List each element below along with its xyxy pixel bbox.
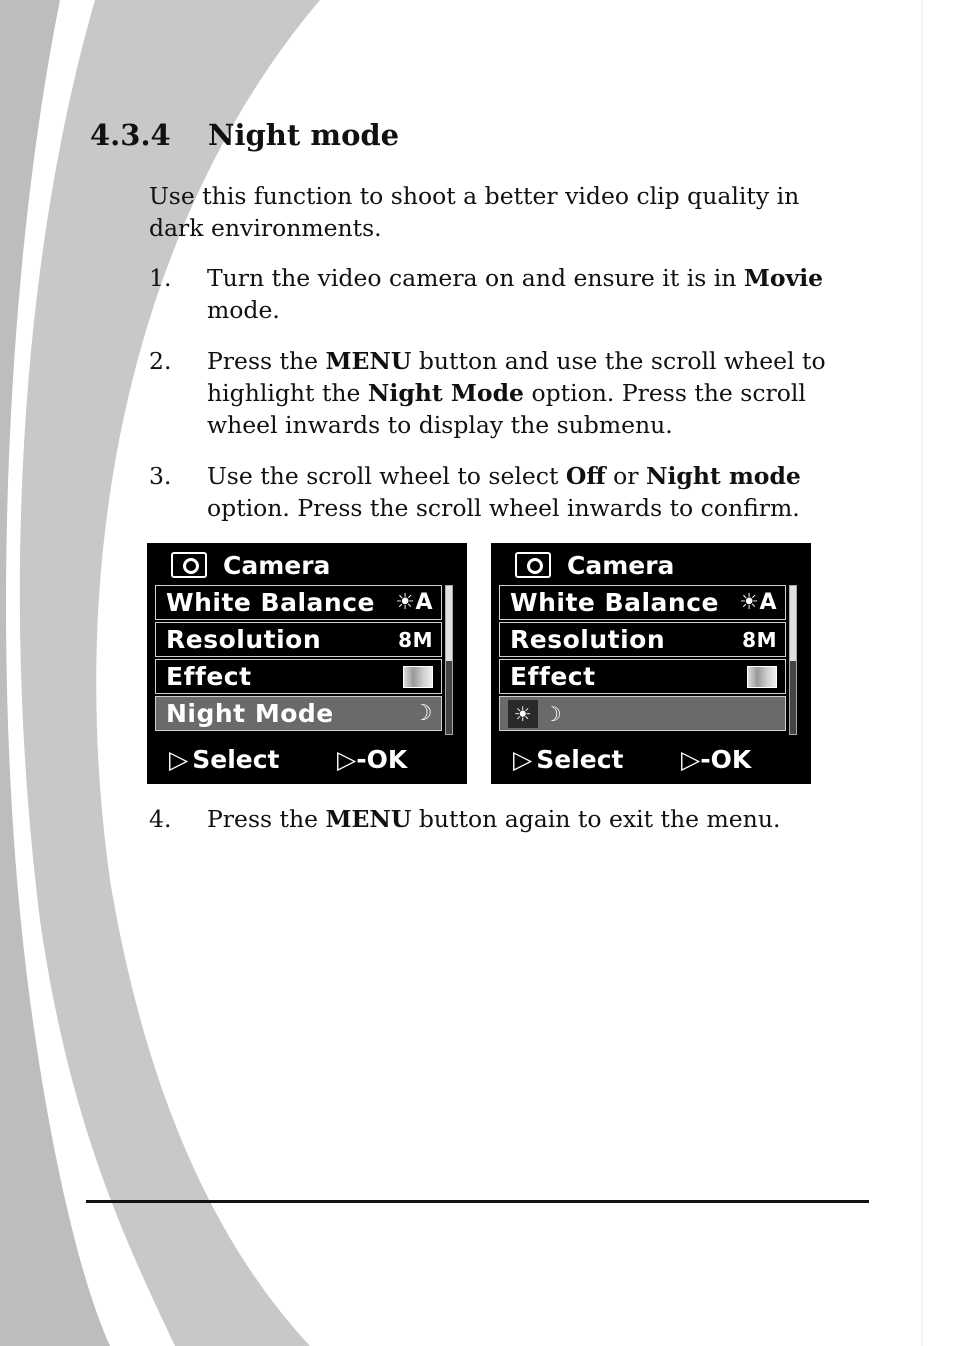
night-mode-on-icon: ☽ (543, 701, 563, 726)
menu-row-effect: Effect (155, 659, 442, 694)
step-text: Press the MENU button and use the scroll wheel to highlight the Night Mode option. Press the scroll wheel inwards to display the submenu. (207, 347, 826, 439)
menu-footer: ▷ Select ▷-OK (513, 745, 752, 774)
effect-icon (747, 666, 777, 688)
step-text: Use the scroll wheel to select Off or Night mode option. Press the scroll wheel inwards to confirm. (207, 462, 801, 522)
menu-row-resolution: Resolution 8M (499, 622, 786, 657)
step-number: 4. (149, 805, 172, 833)
menu-row-white-balance: White Balance ☀A (499, 585, 786, 620)
white-balance-auto-icon: ☀A (739, 590, 777, 615)
menu-header: Camera (515, 550, 674, 580)
step-number: 3. (149, 462, 172, 490)
night-mode-off-icon: ☀ (508, 700, 538, 728)
section-number: 4.3.4 (90, 118, 171, 152)
menu-header: Camera (171, 550, 330, 580)
white-balance-auto-icon: ☀A (395, 590, 433, 615)
night-mode-icon: ☽ (412, 701, 433, 726)
press-icon: ▷- (337, 745, 367, 774)
menu-scrollbar (445, 585, 453, 735)
step-text: Turn the video camera on and ensure it is in Movie mode. (207, 264, 824, 324)
menu-screenshot-night-mode (147, 543, 467, 784)
press-icon: ▷- (681, 745, 711, 774)
menu-row-effect: Effect (499, 659, 786, 694)
intro-paragraph: Use this function to shoot a better video clip quality in dark environments. (149, 182, 800, 242)
menu-footer: ▷ Select ▷-OK (169, 745, 408, 774)
footer-rule (86, 1200, 869, 1203)
step-number: 1. (149, 264, 172, 292)
menu-screenshot-submenu (491, 543, 811, 784)
scroll-wheel-icon: ▷ (169, 745, 189, 774)
camera-icon (515, 552, 551, 578)
menu-row-night-mode: Night Mode ☽ (155, 696, 442, 731)
section-title: Night mode (208, 118, 400, 152)
step-text: Press the MENU button again to exit the menu. (207, 805, 781, 833)
step-number: 2. (149, 347, 172, 375)
menu-row-resolution: Resolution 8M (155, 622, 442, 657)
menu-row-white-balance: White Balance ☀A (155, 585, 442, 620)
night-mode-submenu (499, 696, 786, 731)
camera-icon (171, 552, 207, 578)
effect-icon (403, 666, 433, 688)
menu-scrollbar (789, 585, 797, 735)
scroll-wheel-icon: ▷ (513, 745, 533, 774)
